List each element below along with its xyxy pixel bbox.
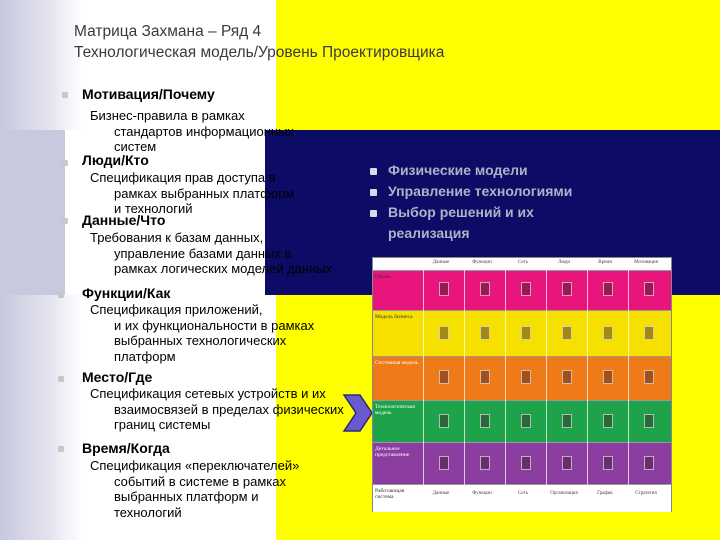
matrix-column-header: Функции	[472, 260, 492, 265]
title-line-1: Матрица Захмана – Ряд 4	[74, 23, 262, 40]
item-text-line: Спецификация прав доступа в	[90, 170, 276, 185]
item-text	[90, 170, 294, 217]
gray-band-left	[0, 130, 65, 295]
matrix-glyph-icon	[439, 326, 449, 340]
matrix-glyph-icon	[603, 370, 613, 384]
item-text-line: событий в системе в рамках	[114, 473, 286, 489]
bullet-icon	[62, 92, 68, 98]
matrix-cell-label: Функции	[472, 491, 492, 496]
item-heading: Функции/Как	[82, 285, 171, 301]
matrix-row-label: Детальное представление	[375, 446, 410, 458]
matrix-glyph-icon	[439, 456, 449, 470]
matrix-cell-label: Организация	[550, 491, 578, 496]
item-heading: Время/Когда	[82, 440, 170, 456]
item-text-line: и их функциональности в рамках	[114, 317, 315, 333]
matrix-cell-label: Сеть	[517, 491, 529, 496]
bullet-icon	[370, 168, 377, 175]
zachman-matrix-image	[372, 257, 672, 512]
item-text-line: платформ	[114, 348, 176, 364]
matrix-glyph-icon	[562, 456, 572, 470]
matrix-glyph-icon	[644, 414, 654, 428]
item-heading: Данные/Что	[82, 212, 166, 228]
matrix-glyph-icon	[603, 456, 613, 470]
matrix-row-label: Объем	[375, 274, 391, 280]
matrix-glyph-icon	[439, 370, 449, 384]
item-text	[90, 230, 332, 277]
matrix-glyph-icon	[480, 414, 490, 428]
item-text-line: стандартов информационных	[114, 123, 294, 139]
matrix-column-header: Время	[598, 260, 612, 265]
arrow-right-icon	[342, 393, 374, 433]
item-text	[90, 458, 299, 520]
bullet-icon	[58, 292, 64, 298]
title-line-2: Технологическая модель/Уровень Проектировщика	[74, 44, 445, 61]
matrix-column-header: Люди	[557, 260, 571, 265]
item-text-line: границ системы	[114, 417, 211, 432]
item-text-line: Спецификация приложений,	[90, 302, 263, 317]
matrix-glyph-icon	[603, 326, 613, 340]
matrix-glyph-icon	[521, 370, 531, 384]
matrix-glyph-icon	[521, 282, 531, 296]
item-heading: Люди/Кто	[82, 152, 149, 168]
matrix-glyph-icon	[521, 326, 531, 340]
bullet-icon	[58, 446, 64, 452]
matrix-divider	[464, 258, 465, 511]
matrix-glyph-icon	[644, 456, 654, 470]
matrix-cell-label: Стратегия	[635, 491, 657, 496]
item-text	[90, 302, 314, 364]
matrix-glyph-icon	[562, 370, 572, 384]
matrix-glyph-icon	[480, 370, 490, 384]
matrix-row-label: Технологическая модель	[375, 404, 415, 416]
slide-title	[74, 21, 444, 63]
bullet-icon	[62, 218, 68, 224]
bullet-icon	[62, 160, 68, 166]
item-heading: Место/Где	[82, 369, 153, 385]
right-item: Выбор решений и их	[388, 204, 534, 220]
right-item: реализация	[388, 225, 470, 241]
item-text-line: Требования к базам данных,	[90, 230, 264, 245]
matrix-glyph-icon	[644, 370, 654, 384]
matrix-glyph-icon	[644, 282, 654, 296]
matrix-glyph-icon	[521, 456, 531, 470]
item-text-line: выбранных платформ и	[114, 489, 259, 504]
right-item: Физические модели	[388, 162, 528, 178]
item-text	[90, 386, 344, 433]
matrix-cell-label: Данные	[432, 491, 450, 496]
matrix-cell-label: График	[597, 491, 613, 496]
item-text-line: и технологий	[114, 201, 193, 216]
matrix-glyph-icon	[480, 282, 490, 296]
item-heading: Мотивация/Почему	[82, 86, 215, 102]
matrix-glyph-icon	[480, 456, 490, 470]
matrix-glyph-icon	[439, 282, 449, 296]
matrix-glyph-icon	[562, 282, 572, 296]
matrix-divider	[587, 258, 588, 511]
item-text-line: Спецификация сетевых устройств и их	[90, 386, 326, 401]
item-text-line: управление базами данных в	[114, 245, 292, 261]
matrix-glyph-icon	[439, 414, 449, 428]
matrix-row-label: Работающая система	[375, 488, 405, 500]
matrix-divider	[628, 258, 629, 511]
matrix-row-functioning	[373, 484, 671, 512]
matrix-column-header: Данные	[432, 260, 450, 265]
matrix-row-label: Модель бизнеса	[375, 314, 413, 320]
item-text-line: технологий	[114, 504, 182, 520]
matrix-glyph-icon	[562, 326, 572, 340]
matrix-glyph-icon	[480, 326, 490, 340]
item-text-line: выбранных технологических	[114, 333, 287, 348]
bullet-icon	[370, 210, 377, 217]
item-text	[90, 108, 294, 155]
bullet-icon	[370, 189, 377, 196]
item-text-line: Бизнес-правила в рамках	[90, 108, 245, 123]
bullet-icon	[58, 376, 64, 382]
matrix-header-row	[373, 258, 671, 270]
matrix-column-header: Мотивация	[634, 260, 658, 265]
matrix-divider	[505, 258, 506, 511]
item-text-line: взаимосвязей в пределах физических	[114, 401, 344, 417]
matrix-row-label: Системная модель	[375, 360, 419, 366]
matrix-glyph-icon	[603, 414, 613, 428]
right-item: Управление технологиями	[388, 183, 573, 199]
matrix-glyph-icon	[603, 282, 613, 296]
matrix-glyph-icon	[644, 326, 654, 340]
item-text-line: систем	[114, 139, 157, 154]
matrix-divider	[546, 258, 547, 511]
matrix-glyph-icon	[562, 414, 572, 428]
item-text-line: рамках выбранных платформ	[114, 185, 295, 201]
matrix-divider	[423, 258, 424, 511]
matrix-glyph-icon	[521, 414, 531, 428]
matrix-column-header: Сеть	[517, 260, 529, 265]
item-text-line: рамках логических моделей данных	[114, 261, 333, 276]
item-text-line: Спецификация «переключателей»	[90, 458, 300, 473]
